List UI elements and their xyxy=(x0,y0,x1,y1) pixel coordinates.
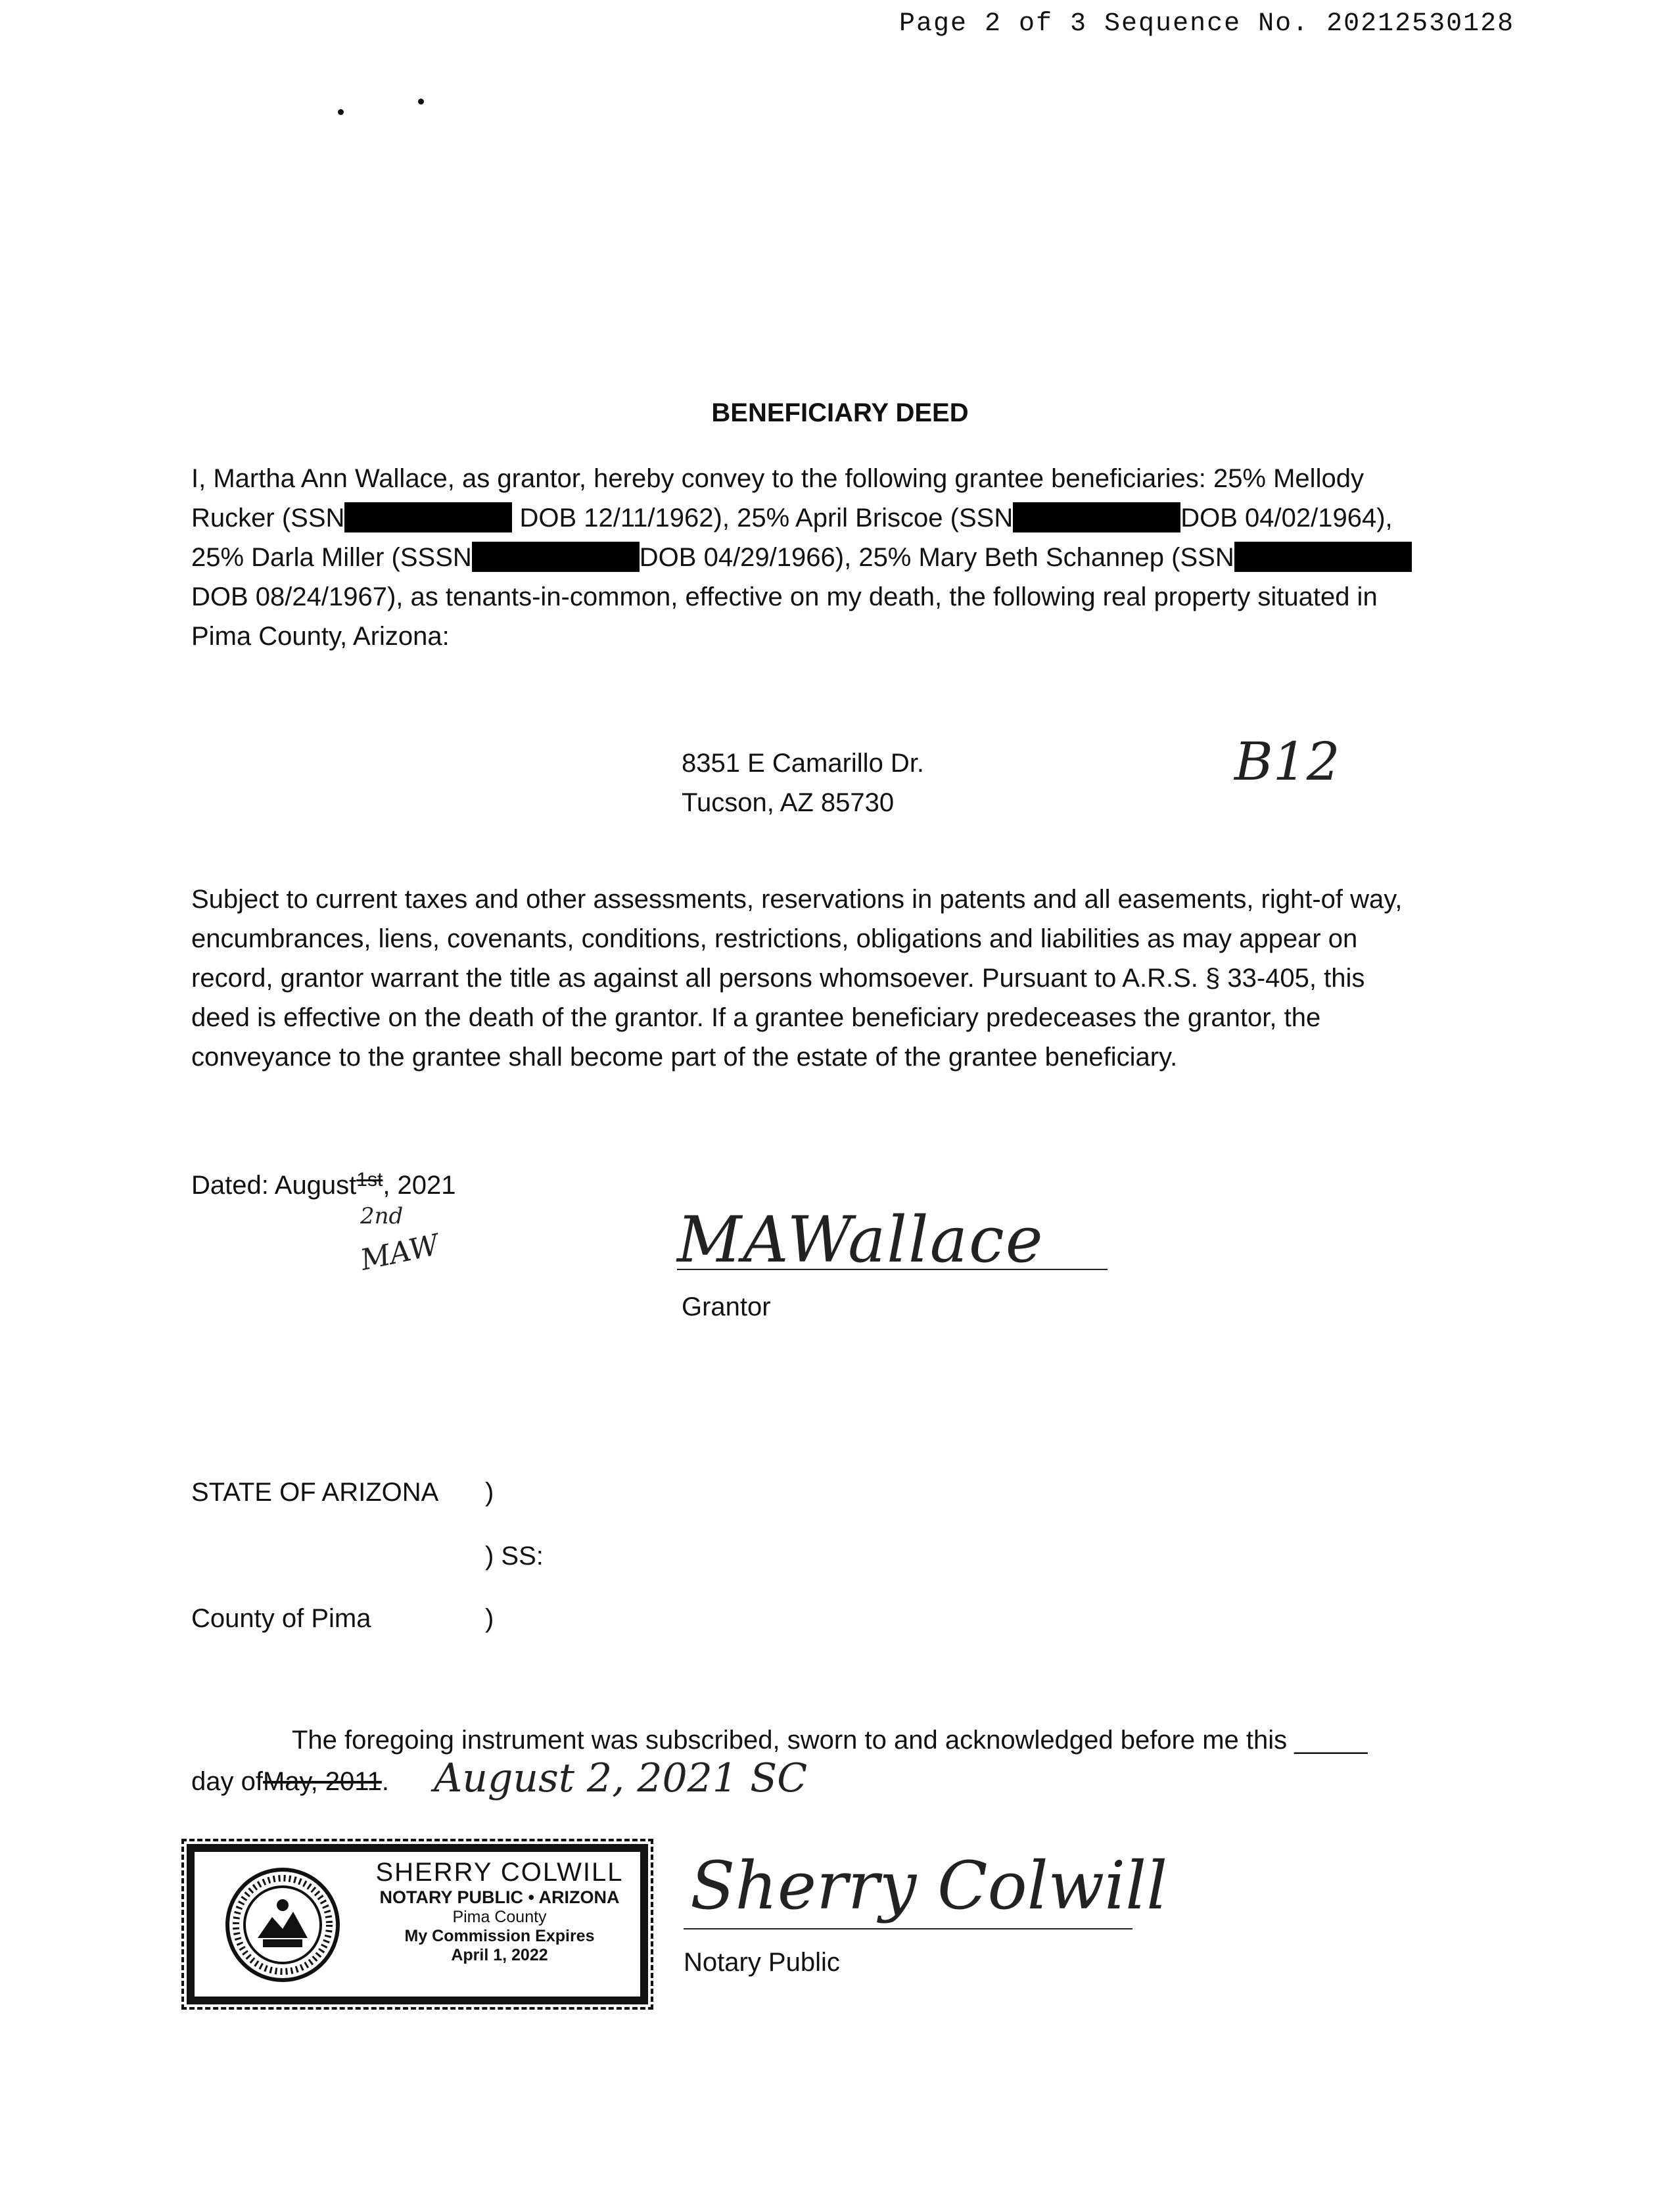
venue-state: STATE OF ARIZONA xyxy=(191,1478,439,1507)
redacted-ssn xyxy=(1013,502,1180,532)
notary-label: Notary Public xyxy=(684,1948,840,1977)
redacted-ssn xyxy=(472,542,640,572)
venue-county: County of Pima xyxy=(191,1604,371,1633)
grant-line-2: Rucker (SSN DOB 12/11/1962), 25% April Briscoe (SSN DOB 04/02/1964), xyxy=(191,504,1393,532)
handwritten-initials: MAW xyxy=(358,1228,442,1277)
acknowledgment-line-2: day ofMay, 2011. xyxy=(191,1767,389,1796)
grantor-signature: MAWallace xyxy=(677,1203,1044,1277)
stamp-commission: My Commission Expires xyxy=(404,1927,595,1945)
grant-paragraph xyxy=(191,459,1499,656)
handwritten-date-correction: 2nd xyxy=(360,1203,404,1229)
dated-line: Dated: August$^{1st}$, 2021 xyxy=(191,1169,456,1200)
acknowledgment-line-1: The foregoing instrument was subscribed, sworn to and acknowledged before me this _____ xyxy=(292,1726,1368,1755)
grant-line-3: 25% Darla Miller (SSSN DOB 04/29/1966), 25% Mary Beth Schannep (SSN xyxy=(191,538,1499,577)
stamp-title: NOTARY PUBLIC • ARIZONA xyxy=(379,1887,620,1907)
terms-line: encumbrances, liens, covenants, conditions, restrictions, obligations and liabilities as may appear on xyxy=(191,924,1358,953)
stamp-name: SHERRY COLWILL xyxy=(375,1858,624,1887)
address-street: 8351 E Camarillo Dr. xyxy=(682,749,925,778)
venue-paren: ) xyxy=(485,1478,494,1507)
handwritten-code: B12 xyxy=(1234,731,1340,792)
stamp-county: Pima County xyxy=(452,1908,547,1926)
scan-speck xyxy=(338,109,344,115)
grant-line-1: I, Martha Ann Wallace, as grantor, hereby convey to the following grantee beneficiaries: 25% Mellody xyxy=(191,464,1364,493)
grantor-label: Grantor xyxy=(682,1292,771,1321)
grantor-signature-line xyxy=(677,1269,1108,1270)
page-sequence-header: Page 2 of 3 Sequence No. 20212530128 xyxy=(899,9,1515,39)
terms-line: conveyance to the grantee shall become part of the estate of the grantee beneficiary. xyxy=(191,1043,1178,1072)
document-title: BENEFICIARY DEED xyxy=(711,398,969,427)
terms-line: Subject to current taxes and other assessments, reservations in patents and all easements, right-of way, xyxy=(191,885,1403,914)
redacted-ssn xyxy=(344,502,512,532)
notary-signature-line xyxy=(684,1928,1132,1929)
notary-seal-icon xyxy=(217,1866,348,1984)
stamp-expiry: April 1, 2022 xyxy=(451,1946,548,1964)
grant-line-5: Pima County, Arizona: xyxy=(191,622,450,651)
property-address xyxy=(682,744,924,822)
venue-ss: ) SS: xyxy=(485,1542,544,1571)
address-city: Tucson, AZ 85730 xyxy=(682,788,895,817)
redacted-ssn xyxy=(1234,542,1412,572)
handwritten-acknowledgment-date: August 2, 2021 SC xyxy=(434,1755,808,1801)
venue-paren: ) xyxy=(485,1604,494,1633)
struck-date: May, 2011 xyxy=(262,1767,382,1796)
notary-signature: Sherry Colwill xyxy=(690,1847,1168,1924)
struck-day: 1st xyxy=(356,1169,383,1191)
terms-line: deed is effective on the death of the grantor. If a grantee beneficiary predeceases the grantor, the xyxy=(191,1003,1321,1032)
notary-stamp-text xyxy=(365,1858,634,1965)
terms-paragraph xyxy=(191,880,1499,1077)
scan-speck xyxy=(418,99,424,105)
terms-line: record, grantor warrant the title as against all persons whomsoever. Pursuant to A.R.S. § 33-405, this xyxy=(191,964,1365,993)
grant-line-4: DOB 08/24/1967), as tenants-in-common, effective on my death, the following real property situated in xyxy=(191,582,1378,611)
